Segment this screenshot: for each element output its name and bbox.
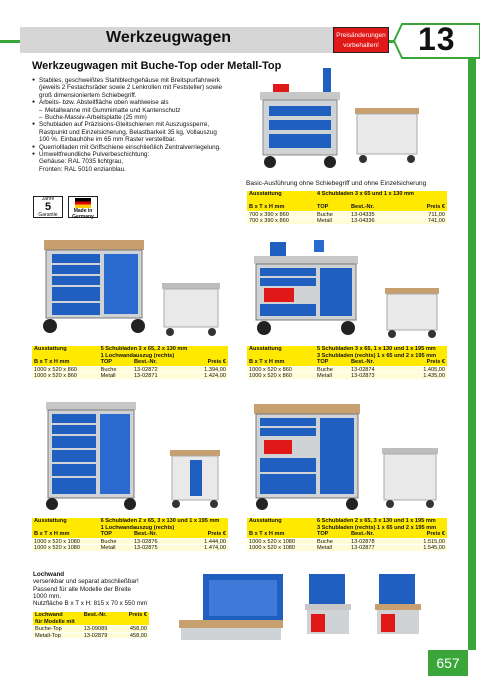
cart-image-5 <box>250 400 445 512</box>
table-cell: Lochwand <box>35 612 63 618</box>
table-cell: B x T x H mm <box>249 204 285 211</box>
table-cell: 700 x 390 x 860 <box>249 211 289 218</box>
table-row <box>32 544 228 551</box>
table-cell: 1.424,00 <box>204 373 226 379</box>
made-in-germany-text: Made in Germany <box>72 208 94 220</box>
table-row <box>32 366 228 373</box>
table-row <box>32 538 228 545</box>
table-cell: 3 Schubladen (rechts) 1 x 65 und 2 x 195 mm <box>317 352 437 359</box>
table-cell: TOP <box>100 531 113 538</box>
table-cell: 13-02871 <box>133 373 158 379</box>
table-row <box>247 217 447 224</box>
table-cell: 5 Schubladen 3 x 65, 2 x 130 mm <box>100 346 188 352</box>
table-cell: 1 Lochwandauszug (rechts) <box>100 352 175 359</box>
table-cell: Ausstattung <box>249 346 282 352</box>
table-cell <box>247 198 315 205</box>
cart-image-3 <box>250 238 445 340</box>
table-cell: 13-09089 <box>83 626 108 632</box>
page-title: Werkzeugwagen <box>106 29 232 46</box>
german-flag-icon <box>75 198 91 208</box>
table-cell: 700 x 390 x 860 <box>249 218 289 224</box>
table-cell <box>247 525 315 532</box>
table-cell <box>247 353 315 360</box>
made-in-germany-logo <box>68 196 98 218</box>
table-cell: 1000 x 520 x 1080 <box>34 538 81 545</box>
table-row <box>247 531 447 538</box>
table-cell <box>32 525 99 532</box>
table-row <box>32 531 228 538</box>
feature-list <box>32 77 252 173</box>
table-row <box>32 346 228 353</box>
table-row <box>247 346 447 353</box>
lochwand-images <box>175 570 450 640</box>
table-cell: Ausstattung <box>34 518 67 524</box>
spec-table-3 <box>247 346 447 379</box>
lochwand-line: versenkbar und separat abschließbar! <box>33 578 139 586</box>
table-cell: 6 Schubladen 2 x 65, 3 x 130 und 1 x 195 mm <box>100 518 220 524</box>
table-row <box>247 518 447 525</box>
feature-item: Rastpunkt und Einzelsicherung, Belastbarkeit 35 kg, Vollauszug <box>39 128 217 136</box>
table-row <box>247 544 447 551</box>
table-cell: 13-02877 <box>351 545 375 551</box>
table-cell: TOP <box>317 359 329 366</box>
table-cell: 3 Schubladen (rechts) 1 x 65 und 2 x 195 mm <box>317 524 437 531</box>
table-cell: Best.-Nr. <box>133 359 157 366</box>
table-cell: Best.-Nr. <box>351 204 375 211</box>
table-row <box>32 359 228 366</box>
table-row <box>32 353 228 360</box>
table-cell <box>32 353 99 360</box>
table-row <box>32 525 228 532</box>
table-cell: Buche <box>317 211 333 218</box>
table-cell: 741,00 <box>427 218 445 224</box>
table-cell: B x T x H mm <box>34 531 70 538</box>
table-cell: 1000 x 520 x 1080 <box>34 545 81 551</box>
table-row <box>247 366 447 373</box>
table-cell: 1.405,00 <box>423 366 445 373</box>
lochwand-line: Passend für alle Modelle der Breite <box>33 585 132 593</box>
basic-cart-images <box>255 62 430 174</box>
table-cell: 1.474,00 <box>204 545 226 551</box>
table-cell: Preis € <box>426 531 445 538</box>
table-cell: 458,00 <box>129 632 147 639</box>
feature-item: (jeweils 2 Festachsräder sowie 2 Lenkrollen mit Feststeller) sowie <box>39 84 223 92</box>
table-cell: Metall <box>317 545 332 551</box>
table-row <box>33 612 149 619</box>
table-cell: B x T x H mm <box>249 359 285 366</box>
table-cell: Best.-Nr. <box>351 531 375 538</box>
table-cell: TOP <box>100 359 113 366</box>
table-cell: 1000 x 520 x 860 <box>249 366 292 373</box>
table-row <box>247 359 447 366</box>
table-cell: Ausstattung <box>34 346 67 352</box>
right-green-bar <box>468 58 476 650</box>
table-row <box>33 625 149 632</box>
spec-table-2 <box>32 346 228 379</box>
table-cell: 1000 x 520 x 860 <box>249 373 292 379</box>
table-cell: 13-02878 <box>351 538 375 545</box>
spec-table-basic <box>247 191 447 224</box>
guarantee-logo <box>33 196 63 218</box>
table-row <box>247 525 447 532</box>
table-cell: 13-02874 <box>351 366 375 373</box>
section-heading: Werkzeugwagen mit Buche-Top oder Metall-Top <box>32 60 282 72</box>
table-cell: Best.-Nr. <box>133 531 157 538</box>
table-cell: 5 Schubladen 3 x 65, 1 x 130 und 1 x 195 mm <box>317 346 436 352</box>
lochwand-description <box>33 571 183 607</box>
table-cell: Buche <box>100 366 117 373</box>
table-cell: Best.-Nr. <box>83 612 107 618</box>
lochwand-table <box>33 612 149 638</box>
table-row <box>247 198 447 205</box>
table-row <box>32 372 228 379</box>
table-cell: Metall-Top <box>35 632 61 639</box>
table-cell: für Modelle mit <box>35 618 75 625</box>
table-cell: 13-02876 <box>133 538 158 545</box>
table-cell: 458,00 <box>129 626 147 632</box>
table-cell: 13-02879 <box>83 632 108 639</box>
table-cell: TOP <box>317 204 329 211</box>
cart-image-2 <box>32 238 227 340</box>
table-cell: 13-02872 <box>133 366 158 373</box>
guarantee-years: 5 <box>44 201 52 213</box>
table-cell: 1.515,00 <box>423 538 445 545</box>
feature-item: groß dimensioniertem Schiebegriff. <box>39 91 137 99</box>
table-row <box>247 211 447 218</box>
table-cell <box>315 198 447 205</box>
table-cell: Buche-Top <box>35 626 62 632</box>
table-cell: 6 Schubladen 2 x 65, 3 x 130 und 1 x 195 mm <box>317 518 436 524</box>
table-row <box>33 619 149 626</box>
table-cell: Metall <box>317 373 332 379</box>
table-cell: Preis € <box>207 531 226 538</box>
table-row <box>247 204 447 211</box>
table-cell: Metall <box>317 218 332 224</box>
spec-table-5 <box>247 518 447 551</box>
table-row <box>33 632 149 639</box>
table-cell: 13-04336 <box>351 218 375 224</box>
table-cell: 1.545,00 <box>423 545 445 551</box>
table-cell: Preis € <box>207 359 226 366</box>
table-cell: Buche <box>317 366 333 373</box>
table-cell: 1000 x 520 x 1080 <box>249 545 296 551</box>
table-row <box>247 372 447 379</box>
feature-item: ● Querriollladen mit Griffschiene einschließlich Zentralverriegelung. <box>32 144 252 151</box>
basic-caption: Basic-Ausführung ohne Schiebegriff und ohne Einzelsicherung <box>246 180 427 187</box>
table-cell: Preis € <box>426 204 445 211</box>
table-cell: Best.-Nr. <box>351 359 375 366</box>
table-cell: Ausstattung <box>249 191 282 197</box>
table-cell: 1.444,00 <box>204 538 226 545</box>
table-cell: 4 Schubladen 3 x 65 und 1 x 130 mm <box>317 191 414 197</box>
feature-item: Fronten: RAL 5010 enzianblau. <box>39 165 126 173</box>
table-cell: B x T x H mm <box>34 359 70 366</box>
table-cell: Preis € <box>426 359 445 366</box>
table-cell: 1.435,00 <box>423 373 445 379</box>
table-cell: Metall <box>100 545 116 551</box>
table-cell: B x T x H mm <box>249 531 285 538</box>
table-cell: 711,00 <box>428 211 445 218</box>
cart-image-4 <box>32 400 227 512</box>
feature-item: – Buche-Massiv-Arbeitsplatte (25 mm) <box>32 114 252 121</box>
table-cell: 13-04335 <box>351 211 375 218</box>
feature-item: ● Stabiles, geschweißtes Stahlblechgehäuse mit Breitspurfahrwerk <box>32 77 252 84</box>
table-cell: TOP <box>317 531 329 538</box>
table-cell: Metall <box>100 373 116 379</box>
table-cell: 1 Lochwandauszug (rechts) <box>100 524 175 531</box>
table-cell: 13-02875 <box>133 545 158 551</box>
guarantee-top: Jahre <box>41 196 55 202</box>
feature-item: ● Schubladen auf Präzisions-Gleitschienen mit Auszugssperre, <box>32 121 252 128</box>
table-cell: Buche <box>100 538 117 545</box>
table-cell: 1000 x 520 x 1080 <box>249 538 296 545</box>
feature-item: ● Arbeits- bzw. Abstellfläche oben wahlweise als <box>32 99 252 106</box>
table-cell: 1000 x 520 x 860 <box>34 373 77 379</box>
lochwand-line: 1000 mm. <box>33 592 61 600</box>
feature-item: ● Umweltfreundliche Pulverbeschichtung: <box>32 151 252 158</box>
table-cell: Buche <box>317 538 333 545</box>
table-cell: 13-02873 <box>351 373 375 379</box>
table-cell: Ausstattung <box>249 518 282 524</box>
table-row <box>32 518 228 525</box>
guarantee-bottom: Garantie <box>38 212 58 218</box>
table-row <box>247 353 447 360</box>
feature-item: – Metallwanne mit Gummimatte und Kantenschutz <box>32 107 252 114</box>
table-row <box>247 191 447 198</box>
table-cell: 1000 x 520 x 860 <box>34 366 77 373</box>
table-cell: 1.394,00 <box>204 366 226 373</box>
feature-item: Gehäuse: RAL 7035 lichtgrau, <box>39 158 124 166</box>
chapter-number: 13 <box>418 21 456 57</box>
table-row <box>247 538 447 545</box>
feature-item: 100 %. Einbauhöhe im 65 mm Raster verstellbar. <box>39 136 176 144</box>
spec-table-4 <box>32 518 228 551</box>
price-notice-badge: Preisänderungen vorbehalten! <box>333 27 389 53</box>
table-cell: Preis € <box>128 612 147 618</box>
lochwand-line: Nutzfläche B x T x H: 815 x 70 x 550 mm <box>33 600 148 608</box>
page-number: 657 <box>428 650 468 676</box>
lochwand-title: Lochwand <box>33 571 65 578</box>
